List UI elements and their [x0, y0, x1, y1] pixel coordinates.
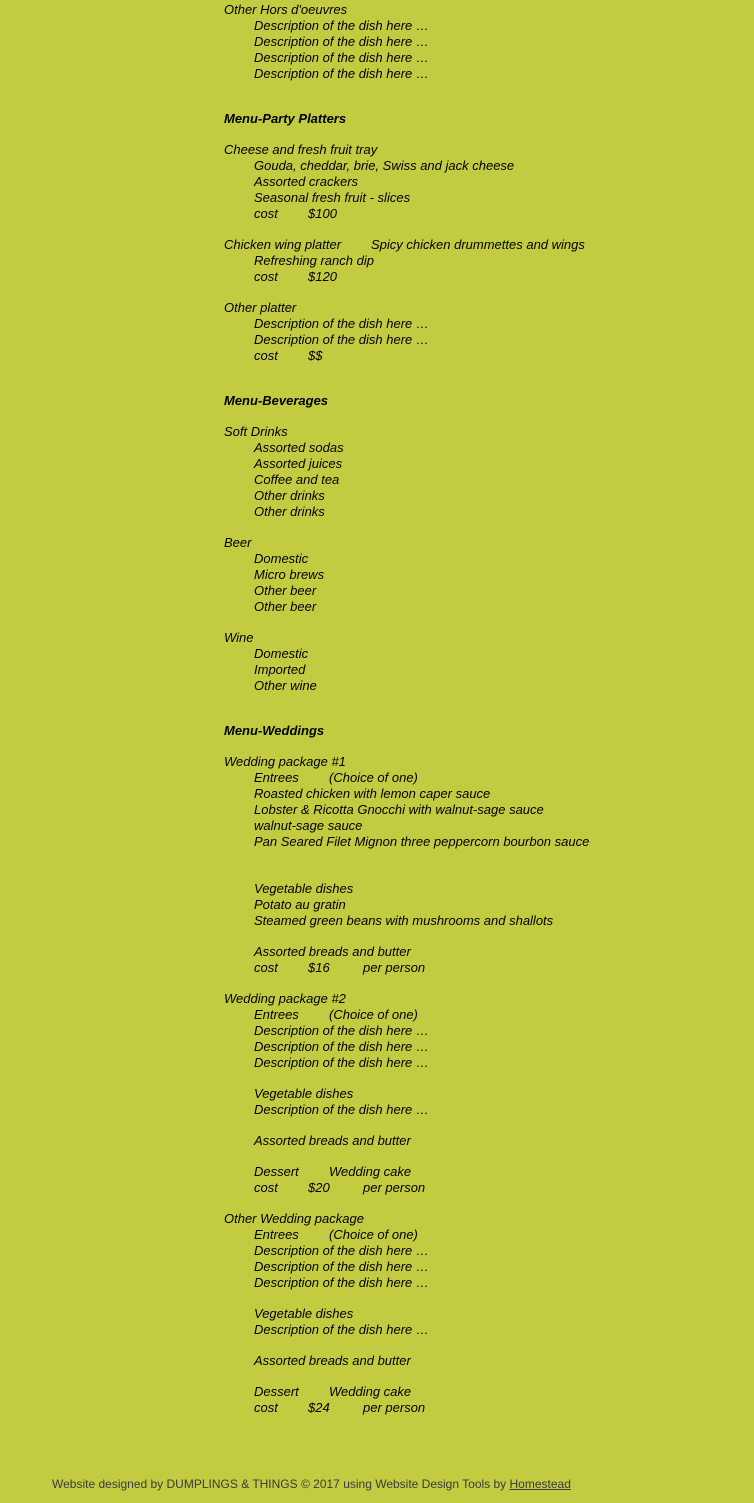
- site-footer: [52, 1477, 571, 1492]
- entrees-note: (Choice of one): [329, 1007, 418, 1022]
- breads-line: Assorted breads and butter: [254, 1353, 411, 1368]
- menu-item: Description of the dish here …: [254, 1102, 429, 1117]
- cost-value: $100: [308, 206, 337, 221]
- wedding-package-title-2: Wedding package #2: [224, 991, 346, 1006]
- homestead-link[interactable]: Homestead: [509, 1477, 571, 1491]
- menu-item: Roasted chicken with lemon caper sauce: [254, 786, 491, 801]
- menu-item: Assorted crackers: [254, 174, 359, 189]
- cost-label: cost: [254, 348, 278, 363]
- menu-item: Refreshing ranch dip: [254, 253, 374, 268]
- entrees-note: (Choice of one): [329, 1227, 418, 1242]
- beverage-title-soft-drinks: Soft Drinks: [224, 424, 288, 439]
- dessert-value: Wedding cake: [329, 1384, 412, 1399]
- vegetable-label: Vegetable dishes: [254, 1086, 354, 1101]
- menu-item: Domestic: [254, 551, 309, 566]
- menu-item: Description of the dish here …: [254, 1259, 429, 1274]
- menu-item: Potato au gratin: [254, 897, 346, 912]
- menu-item: Steamed green beans with mushrooms and shallots: [254, 913, 554, 928]
- menu-item: Description of the dish here …: [254, 332, 429, 347]
- menu-item: Description of the dish here …: [254, 316, 429, 331]
- cost-value: $20: [308, 1180, 330, 1195]
- cost-label: cost: [254, 1400, 278, 1415]
- platter-title-cheese-tray: Cheese and fresh fruit tray: [224, 142, 378, 157]
- cost-value: $24: [308, 1400, 330, 1415]
- menu-item: Description of the dish here …: [254, 1055, 429, 1070]
- entrees-label: Entrees: [254, 1007, 299, 1022]
- cost-label: cost: [254, 960, 278, 975]
- cost-label: cost: [254, 206, 278, 221]
- cost-label: cost: [254, 269, 278, 284]
- breads-line: Assorted breads and butter: [254, 944, 411, 959]
- menu-item: Micro brews: [254, 567, 325, 582]
- dessert-label: Dessert: [254, 1384, 299, 1399]
- menu-item: Description of the dish here …: [254, 1243, 429, 1258]
- menu-item: Imported: [254, 662, 306, 677]
- cost-line: [254, 1400, 504, 1480]
- menu-item: Domestic: [254, 646, 309, 661]
- dessert-label: Dessert: [254, 1164, 299, 1179]
- menu-item: Pan Seared Filet Mignon three peppercorn bourbon sauce: [254, 834, 590, 849]
- platter-title: Chicken wing platter: [224, 237, 342, 252]
- menu-item: Description of the dish here …: [254, 18, 429, 33]
- menu-item: Description of the dish here …: [254, 1275, 429, 1290]
- wedding-package-title-other: Other Wedding package: [224, 1211, 364, 1226]
- menu-item: Other wine: [254, 678, 317, 693]
- entrees-label: Entrees: [254, 1227, 299, 1242]
- menu-item: Description of the dish here …: [254, 1023, 429, 1038]
- section-heading-weddings: Menu-Weddings: [224, 723, 325, 738]
- menu-item: Assorted sodas: [254, 440, 344, 455]
- section-heading-beverages: Menu-Beverages: [224, 393, 329, 408]
- menu-item: Coffee and tea: [254, 472, 340, 487]
- menu-item: Description of the dish here …: [254, 34, 429, 49]
- cost-value: $$: [308, 348, 323, 363]
- vegetable-label: Vegetable dishes: [254, 1306, 354, 1321]
- dessert-value: Wedding cake: [329, 1164, 412, 1179]
- section-heading-party-platters: Menu-Party Platters: [224, 111, 347, 126]
- platter-description: Spicy chicken drummettes and wings: [371, 237, 585, 252]
- cost-unit: per person: [363, 1400, 426, 1415]
- footer-credit-text: Website designed by DUMPLINGS & THINGS © 2017 using Website Design Tools by: [52, 1477, 510, 1491]
- cost-unit: per person: [363, 960, 426, 975]
- cost-value: $120: [308, 269, 337, 284]
- menu-item: Gouda, cheddar, brie, Swiss and jack cheese: [254, 158, 515, 173]
- menu-item: walnut-sage sauce: [254, 818, 363, 833]
- cost-label: cost: [254, 1180, 278, 1195]
- menu-item: Description of the dish here …: [254, 1039, 429, 1054]
- menu-item: Assorted juices: [254, 456, 343, 471]
- menu-item: Other drinks: [254, 504, 325, 519]
- wedding-package-title-1: Wedding package #1: [224, 754, 346, 769]
- vegetable-label: Vegetable dishes: [254, 881, 354, 896]
- menu-item: Description of the dish here …: [254, 50, 429, 65]
- menu-item: Other beer: [254, 583, 317, 598]
- cost-unit: per person: [363, 1180, 426, 1195]
- menu-item: Description of the dish here …: [254, 66, 429, 81]
- platter-title-other: Other platter: [224, 300, 297, 315]
- section-title-other-hors-doeuvres: Other Hors d'oeuvres: [224, 2, 348, 17]
- menu-item: Lobster & Ricotta Gnocchi with walnut-sage sauce: [254, 802, 544, 817]
- beverage-title-wine: Wine: [224, 630, 254, 645]
- entrees-note: (Choice of one): [329, 770, 418, 785]
- menu-item: Seasonal fresh fruit - slices: [254, 190, 411, 205]
- breads-line: Assorted breads and butter: [254, 1133, 411, 1148]
- menu-item: Other drinks: [254, 488, 325, 503]
- menu-item: Other beer: [254, 599, 317, 614]
- entrees-label: Entrees: [254, 770, 299, 785]
- beverage-title-beer: Beer: [224, 535, 252, 550]
- cost-value: $16: [308, 960, 330, 975]
- menu-item: Description of the dish here …: [254, 1322, 429, 1337]
